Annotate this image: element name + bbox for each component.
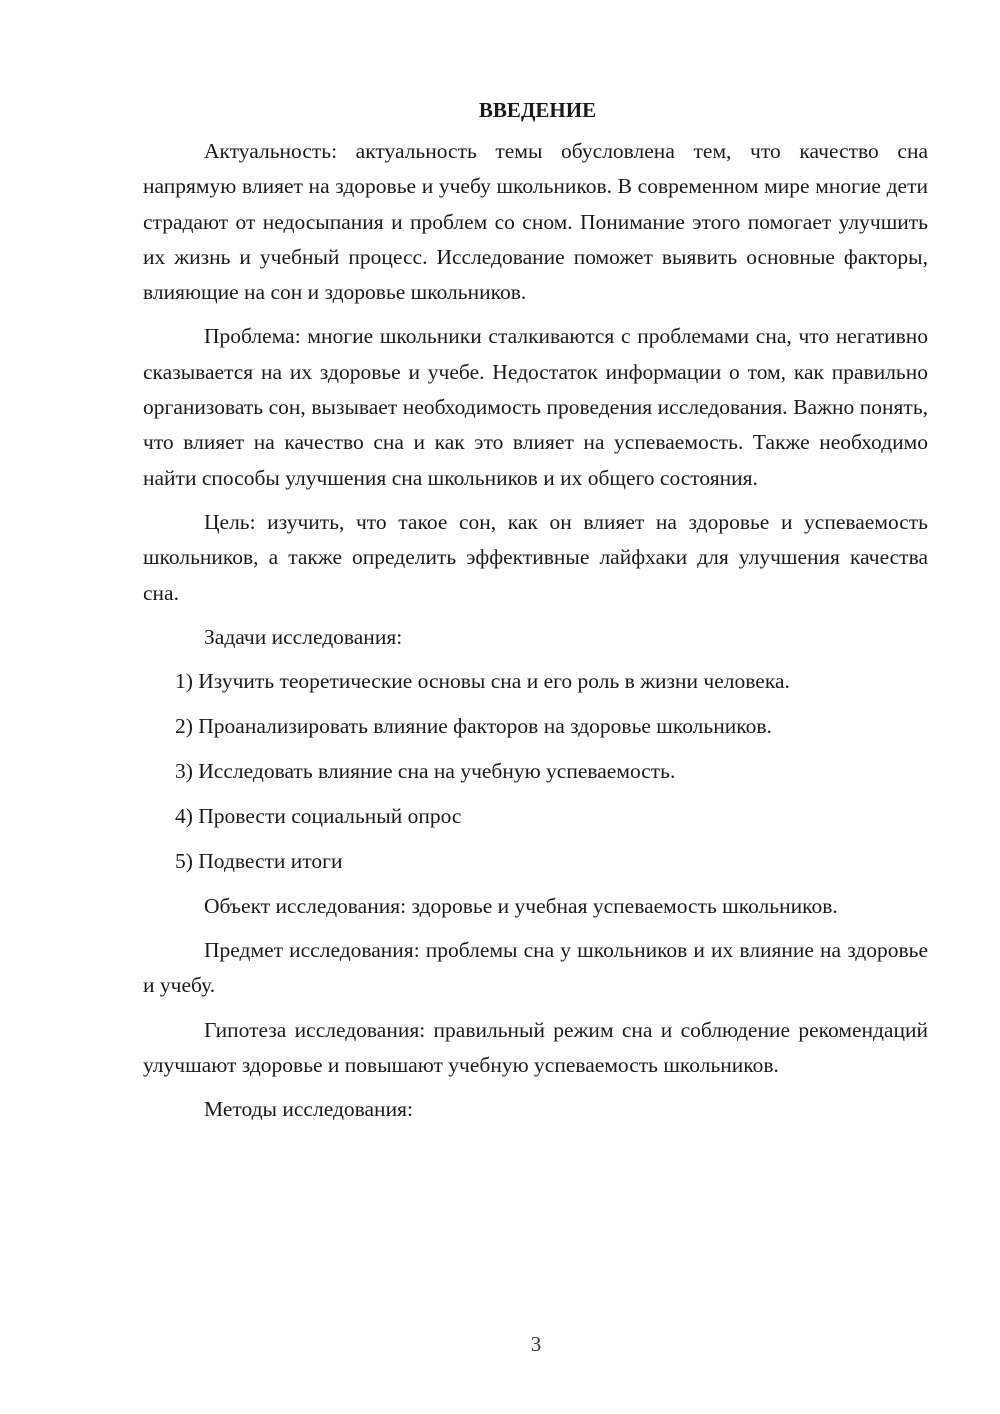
tasks-heading: Задачи исследования:: [204, 624, 403, 649]
subject-paragraph: Предмет исследования: проблемы сна у школьников и их влияние на здоровье и учебу.: [143, 937, 928, 998]
list-item: 1) Изучить теоретические основы сна и его роль в жизни человека.: [175, 669, 790, 694]
list-item: 4) Провести социальный опрос: [175, 803, 462, 828]
problem-paragraph: Проблема: многие школьники сталкиваются с проблемами сна, что негативно сказывается на их здоровье и учебе. Недостаток информации о том, как правильно организовать сон, вызывает необходимость проведения исследования. Важно понять, что влияет на качество сна и как это влияет на успеваемость. Также необходимо найти способы улучшения сна школьников и их общего состояния.: [143, 324, 928, 490]
tasks-list: [143, 664, 928, 879]
list-item: 5) Подвести итоги: [175, 848, 343, 873]
document-page: [143, 95, 928, 1136]
page-number: 3: [530, 1332, 542, 1356]
methods-heading: Методы исследования:: [204, 1097, 413, 1122]
relevance-paragraph: Актуальность: актуальность темы обусловлена тем, что качество сна напрямую влияет на здоровье и учебу школьников. В современном мире многие дети страдают от недосыпания и проблем со сном. Понимание этого помогает улучшить их жизнь и учебный процесс. Исследование поможет выявить основные факторы, влияющие на сон и здоровье школьников.: [143, 139, 928, 305]
section-heading: ВВЕДЕНИЕ: [478, 98, 597, 122]
list-item: 3) Исследовать влияние сна на учебную успеваемость.: [175, 758, 676, 783]
goal-paragraph: Цель: изучить, что такое сон, как он влияет на здоровье и успеваемость школьников, а также определить эффективные лайфхаки для улучшения качества сна.: [143, 509, 928, 605]
object-paragraph: Объект исследования: здоровье и учебная успеваемость школьников.: [204, 893, 838, 918]
list-item: 2) Проанализировать влияние факторов на здоровье школьников.: [175, 714, 772, 739]
hypothesis-paragraph: Гипотеза исследования: правильный режим сна и соблюдение рекомендаций улучшают здоровье и повышают учебную успеваемость школьников.: [143, 1017, 928, 1077]
